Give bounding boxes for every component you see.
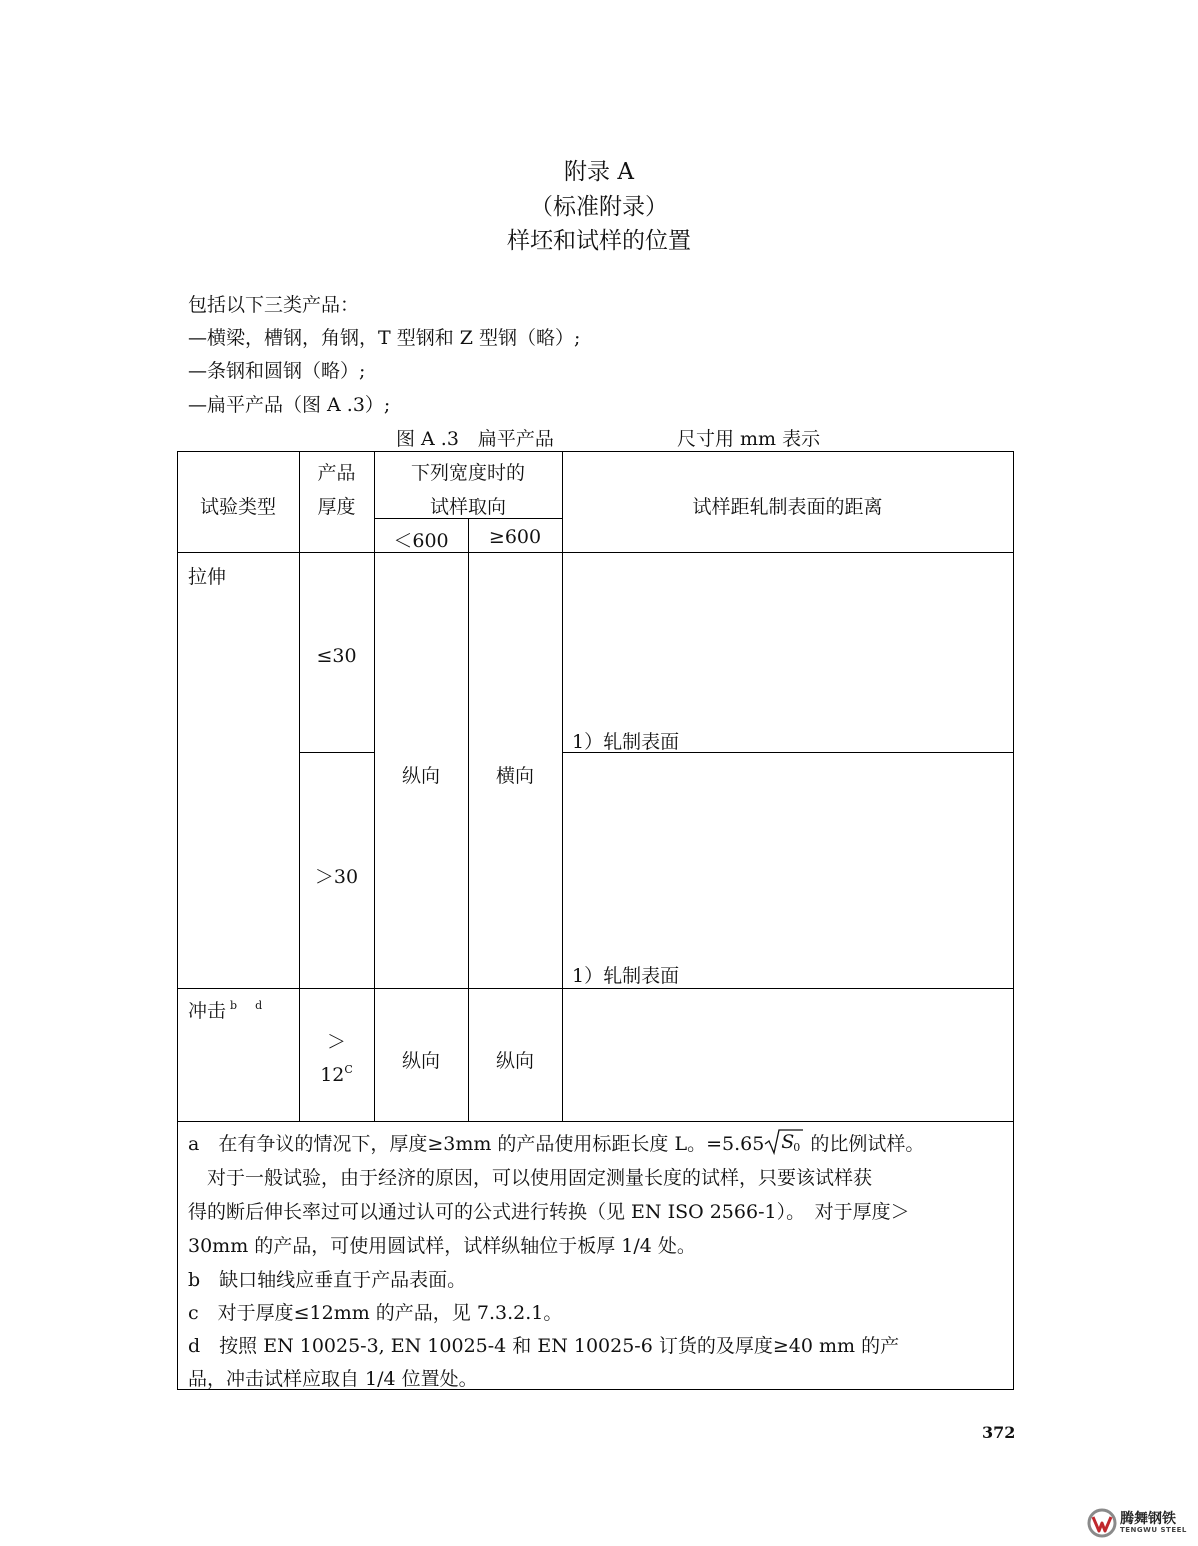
tensile-distance-row-2: 1）轧制表面 [572,965,680,987]
unit-caption: 尺寸用 mm 表示 [677,428,821,450]
header-orientation-1: 下列宽度时的 [410,462,525,484]
note-c: c 对于厚度≤12mm 的产品，见 7.3.2.1。 [188,1302,563,1324]
note-a-line-2: 对于一般试验，由于经济的原因，可以使用固定测量长度的试样，只要该试样获 [188,1167,873,1189]
appendix-heading: 样坯和试样的位置 [507,228,691,254]
tensile-type: 拉伸 [188,566,227,588]
logo-mark-icon [1086,1507,1118,1539]
note-d-line-2: 品，冲击试样应取自 1/4 位置处。 [188,1368,478,1390]
tensile-thickness-le-30: ≤30 [316,645,357,667]
header-thickness-2: 厚度 [317,496,356,518]
tensile-thickness-gt-30: ＞30 [314,866,359,888]
tensile-distance-row-1: 1）轧制表面 [572,731,680,753]
page-number: 372 [982,1423,1016,1442]
impact-thickness-gt: ＞ [326,1031,346,1053]
header-width-ge-600: ≥600 [488,526,542,548]
logo-text-en: TENGWU STEEL [1120,1526,1187,1534]
intro-line-3: —条钢和圆钢（略）; [188,360,366,382]
impact-orientation-lt: 纵向 [401,1050,440,1072]
note-a-line-1: a 在有争议的情况下，厚度≥3mm 的产品使用标距长度 L。=5.65 S 0 的比例试样。 [188,1131,925,1155]
sqrt-symbol-icon: S 0 [764,1130,804,1156]
impact-thickness-value: $12^C$ [320,1063,353,1086]
header-width-lt-600: ＜600 [393,530,449,552]
impact-orientation-ge: 纵向 [495,1050,534,1072]
tensile-orientation-ge: 横向 [495,765,534,787]
header-test-type: 试验类型 [199,496,276,518]
note-b: b 缺口轴线应垂直于产品表面。 [188,1269,467,1291]
intro-line-4: —扁平产品（图 A .3）; [188,394,391,416]
note-d-line-1: d 按照 EN 10025-3, EN 10025-4 和 EN 10025-6 订货的及厚度≥40 mm 的产 [188,1335,900,1357]
header-distance: 试样距轧制表面的距离 [692,496,883,518]
tensile-orientation-lt: 纵向 [401,765,440,787]
note-a-line-4: 30mm 的产品，可使用圆试样，试样纵轴位于板厚 1/4 处。 [188,1235,696,1257]
intro-line-2: —横梁，槽钢，角钢，T 型钢和 Z 型钢（略）; [188,327,581,349]
company-logo [1086,1506,1190,1540]
logo-text-cn: 腾舞钢铁 [1120,1511,1176,1527]
appendix-title: 附录 A [564,159,634,185]
header-orientation-2: 试样取向 [429,496,506,518]
header-thickness-1: 产品 [317,462,356,484]
note-a-line-3: 得的断后伸长率过可以通过认可的公式进行转换（见 EN ISO 2566-1）。 对于厚度＞ [188,1201,910,1223]
impact-type: 冲击 $^b$ $^d$ [188,999,263,1022]
appendix-subtitle: （标准附录） [530,194,668,220]
figure-caption: 图 A .3 扁平产品 [396,428,554,450]
intro-line-1: 包括以下三类产品： [188,294,360,316]
